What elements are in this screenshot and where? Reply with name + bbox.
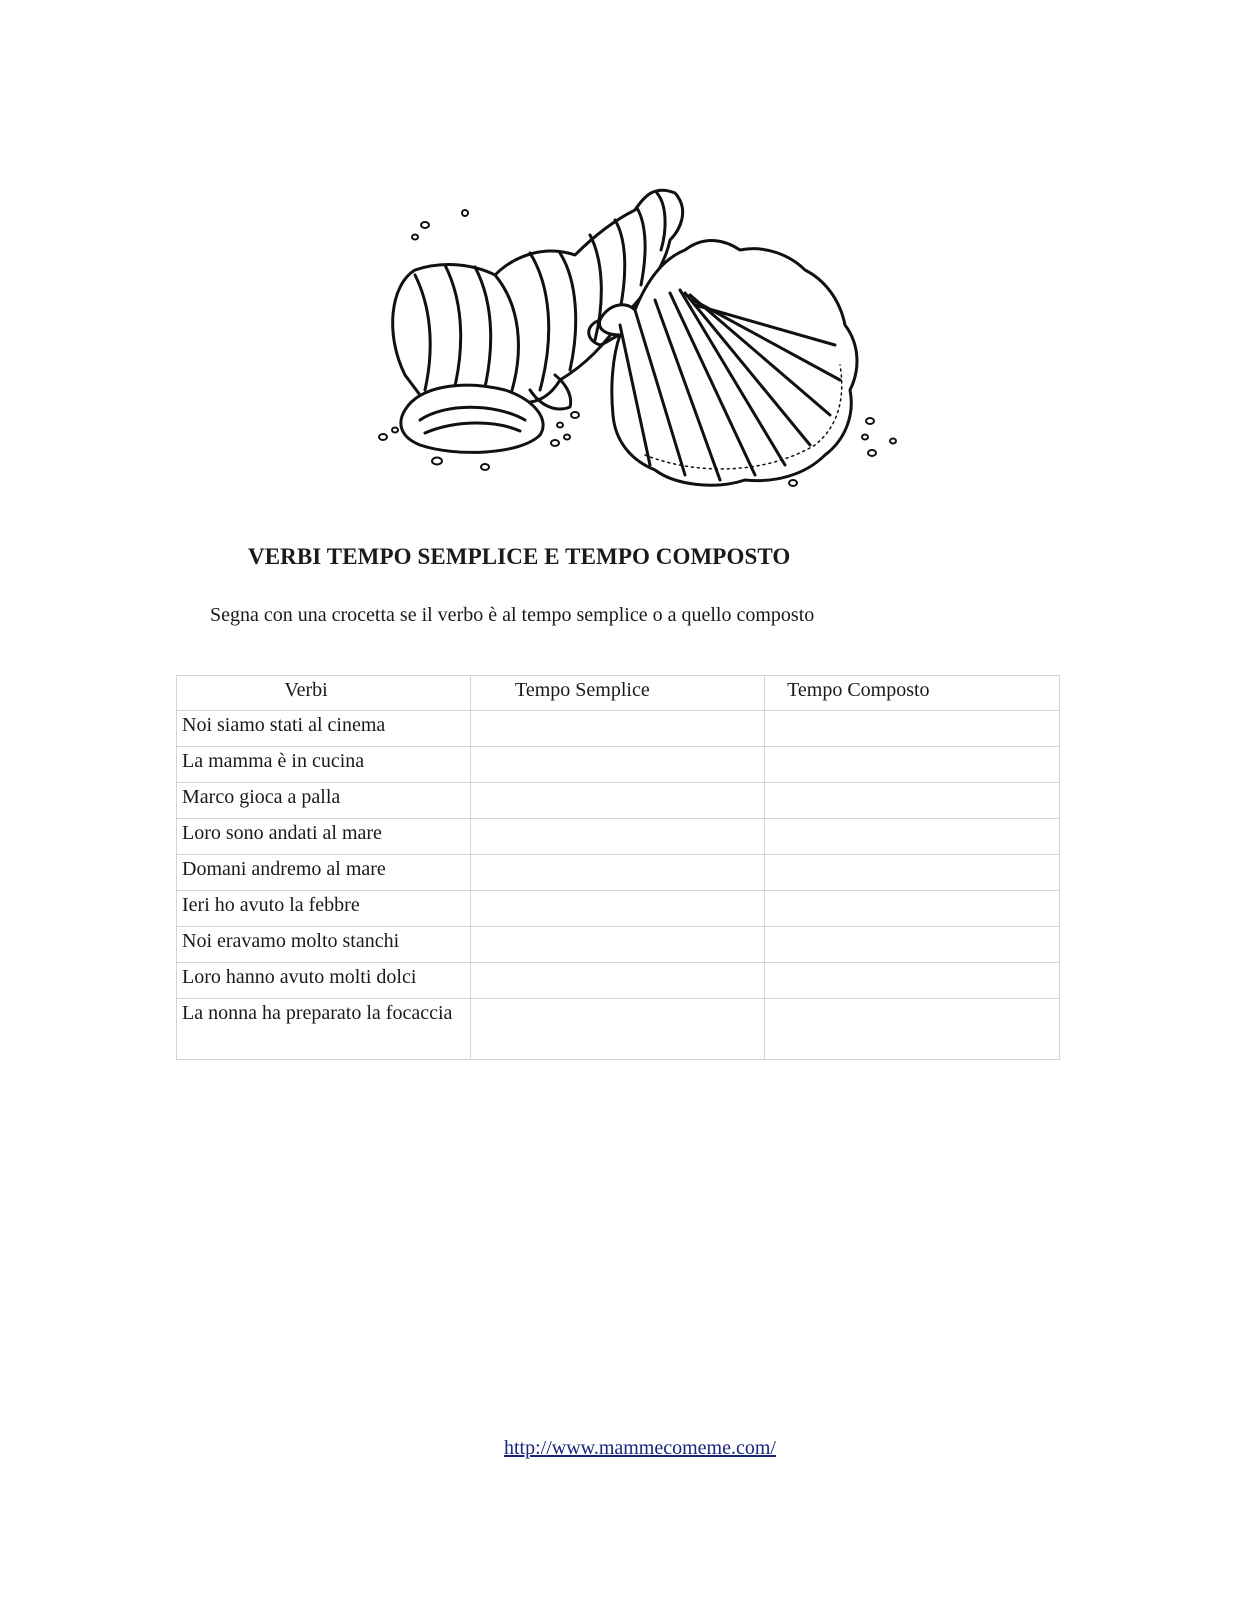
verb-cell: Ieri ho avuto la febbre — [177, 891, 471, 927]
table-row — [177, 927, 1060, 963]
verb-cell: Noi eravamo molto stanchi — [177, 927, 471, 963]
verb-cell: Loro sono andati al mare — [177, 819, 471, 855]
semplice-checkbox-cell[interactable] — [471, 711, 765, 747]
verb-cell: Noi siamo stati al cinema — [177, 711, 471, 747]
table-row — [177, 999, 1060, 1060]
table-row — [177, 819, 1060, 855]
semplice-checkbox-cell[interactable] — [471, 963, 765, 999]
verbs-table — [176, 675, 1060, 1060]
table-row — [177, 891, 1060, 927]
table-row — [177, 711, 1060, 747]
semplice-checkbox-cell[interactable] — [471, 855, 765, 891]
semplice-checkbox-cell[interactable] — [471, 927, 765, 963]
semplice-checkbox-cell[interactable] — [471, 819, 765, 855]
composto-checkbox-cell[interactable] — [765, 855, 1060, 891]
table-row — [177, 747, 1060, 783]
composto-checkbox-cell[interactable] — [765, 819, 1060, 855]
footer-link[interactable]: http://www.mammecomeme.com/ — [504, 1437, 776, 1459]
verb-cell: La mamma è in cucina — [177, 747, 471, 783]
composto-checkbox-cell[interactable] — [765, 711, 1060, 747]
verb-cell: Loro hanno avuto molti dolci — [177, 963, 471, 999]
composto-checkbox-cell[interactable] — [765, 963, 1060, 999]
seashells-icon — [345, 175, 905, 505]
composto-checkbox-cell[interactable] — [765, 891, 1060, 927]
table-row — [177, 783, 1060, 819]
composto-checkbox-cell[interactable] — [765, 783, 1060, 819]
page-title: VERBI TEMPO SEMPLICE E TEMPO COMPOSTO — [248, 544, 791, 569]
composto-checkbox-cell[interactable] — [765, 747, 1060, 783]
header-verbi: Verbi — [177, 676, 471, 711]
semplice-checkbox-cell[interactable] — [471, 891, 765, 927]
semplice-checkbox-cell[interactable] — [471, 783, 765, 819]
semplice-checkbox-cell[interactable] — [471, 747, 765, 783]
verb-cell: La nonna ha preparato la focaccia — [177, 999, 471, 1060]
semplice-checkbox-cell[interactable] — [471, 999, 765, 1060]
instructions-text: Segna con una crocetta se il verbo è al tempo semplice o a quello composto — [210, 604, 815, 626]
verb-cell: Domani andremo al mare — [177, 855, 471, 891]
table-header-row — [177, 676, 1060, 711]
table-row — [177, 963, 1060, 999]
composto-checkbox-cell[interactable] — [765, 999, 1060, 1060]
header-tempo-composto: Tempo Composto — [765, 676, 1060, 711]
header-tempo-semplice: Tempo Semplice — [471, 676, 765, 711]
verb-cell: Marco gioca a palla — [177, 783, 471, 819]
composto-checkbox-cell[interactable] — [765, 927, 1060, 963]
table-row — [177, 855, 1060, 891]
